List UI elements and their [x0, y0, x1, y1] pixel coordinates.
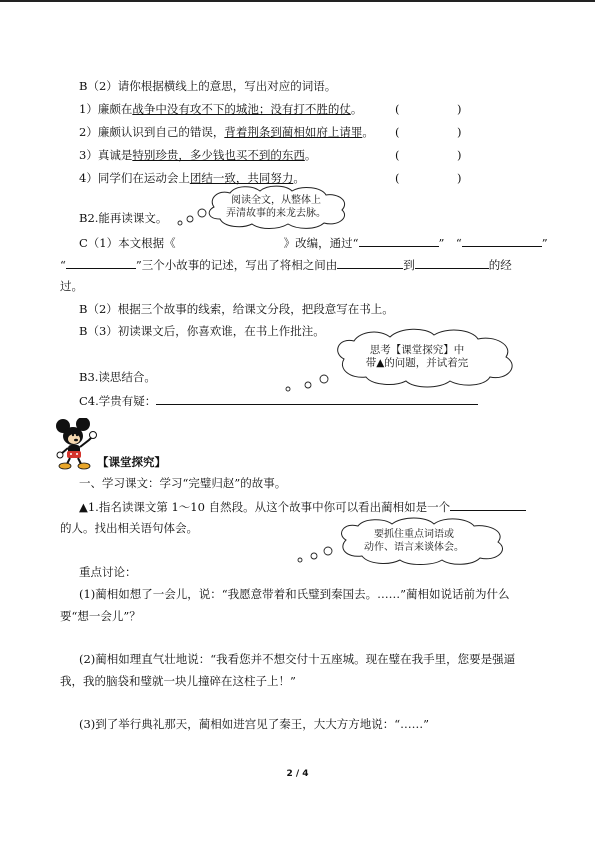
- discussion-q2-line-1: (2)蔺相如理直气壮地说：“我看您并不想交付十五座城。现在璧在我手里，您要是强逼: [79, 652, 516, 666]
- b2-item-3-answer[interactable]: ( ): [395, 148, 462, 162]
- discussion-q1-line-1: (1)蔺相如想了一会儿，说：“我愿意带着和氏璧到秦国去。……”蔺相如说话前为什么: [79, 587, 510, 601]
- discussion-q3: (3)到了举行典礼那天，蔺相如进宫见了秦王，大大方方地说：“……”: [79, 717, 430, 731]
- c4-question-blank[interactable]: [156, 392, 478, 405]
- b2-item-2: [79, 124, 374, 140]
- b2-item-4-underlined: 团结一致，共同努力: [189, 171, 294, 185]
- relation-from-blank[interactable]: [337, 256, 403, 269]
- c1-text-f: ”三个小故事的记述，写出了将相之间由: [135, 258, 338, 272]
- story-2-blank[interactable]: [462, 234, 542, 247]
- discussion-heading: 重点讨论：: [79, 565, 137, 579]
- c1-text-b: 》改编，通过“: [283, 236, 359, 250]
- c4-label: C4.学贵有疑：: [79, 394, 157, 408]
- c1-text-e: “: [60, 258, 66, 272]
- b2-item-3: [79, 147, 316, 163]
- c1-text-d: ”: [541, 236, 548, 250]
- cloud-1-line-2: 弄清故事的来龙去脉。: [226, 208, 326, 219]
- c4-line: [79, 392, 478, 409]
- cloud-3-line-2: 动作、语言来谈体会。: [364, 542, 464, 553]
- c1-line-2: [60, 256, 512, 273]
- discussion-q2-line-2: 我，我的脑袋和璧就一块儿撞碎在这柱子上！”: [60, 674, 296, 688]
- b2-item-1-pre: 1）廉颇在: [79, 102, 133, 116]
- cloud-2-text: [357, 344, 477, 370]
- b2-item-3-post: 。: [304, 148, 317, 162]
- c1-text-h: 的经: [488, 258, 512, 272]
- study-intro: 一、学习课文：学习“完璧归赵”的故事。: [79, 476, 287, 490]
- c1-line-1: [79, 234, 548, 251]
- b2-item-2-post: 。: [362, 125, 374, 139]
- b2-item-2-pre: 2）廉颇认识到自己的错误，: [79, 125, 225, 139]
- cloud-2-line-1: 思考【课堂探究】中: [369, 344, 465, 356]
- c1-text-c: ” “: [438, 236, 462, 250]
- task-1-blank[interactable]: [450, 498, 526, 511]
- mickey-mouse-icon: [55, 418, 99, 470]
- section-heading-class-inquiry: 【课堂探究】: [97, 455, 166, 469]
- top-border: [0, 0, 595, 2]
- b2-item-1-underlined: 战争中没有攻不下的城池；没有打不胜的仗: [132, 102, 351, 116]
- cloud-3-line-1: 要抓住重点词语或: [374, 529, 454, 540]
- b3-title: B3.读思结合。: [79, 370, 156, 384]
- c1-text-a: C（1）本文根据《: [79, 236, 176, 250]
- page-number: 2 / 4: [286, 769, 309, 779]
- b2-item-2-underlined: 背着荆条到蔺相如府上请罪: [224, 125, 363, 139]
- cloud-3-text: [358, 528, 470, 554]
- b2-title: B2.能再读课文。: [79, 211, 168, 225]
- b2-item-3-underlined: 特别珍贵，多少钱也买不到的东西: [132, 148, 305, 162]
- b2-heading: B（2）请你根据横线上的意思，写出对应的词语。: [79, 79, 337, 93]
- story-1-blank[interactable]: [359, 234, 439, 247]
- relation-to-blank[interactable]: [415, 256, 489, 269]
- b2-item-4-pre: 4）同学们在运动会上: [79, 171, 190, 185]
- b2-item-1-answer[interactable]: ( ): [395, 102, 462, 116]
- task-1-line-2: 的人。找出相关语句体会。: [60, 521, 198, 535]
- c1-line-3: 过。: [60, 279, 83, 293]
- cloud-1-line-1: 阅读全文，从整体上: [231, 195, 321, 206]
- task-1-text: ▲1.指名读课文第 1～10 自然段。从这个故事中你可以看出蔺相如是一个: [79, 500, 451, 514]
- cloud-1-text: [222, 194, 330, 220]
- cloud-2-line-2: 带▲的问题，并试着完: [365, 357, 469, 369]
- task-1-line: [79, 498, 526, 515]
- b2-item-1: [79, 101, 362, 117]
- discussion-q1-line-2: 要“想一会儿”？: [60, 609, 141, 623]
- b2-item-3-pre: 3）真诚是: [79, 148, 133, 162]
- b2-item-1-post: 。: [350, 102, 363, 116]
- b3-annotate-line: B（3）初读课文后，你喜欢谁，在书上作批注。: [79, 324, 325, 338]
- story-3-blank[interactable]: [66, 256, 136, 269]
- c1-text-g: 到: [403, 258, 415, 272]
- b2-segment-line: B（2）根据三个故事的线索，给课文分段，把段意写在书上。: [79, 302, 394, 316]
- b2-item-2-answer[interactable]: ( ): [395, 125, 462, 139]
- b2-item-4-post: 。: [293, 171, 305, 185]
- b2-item-4-answer[interactable]: ( ): [395, 171, 462, 185]
